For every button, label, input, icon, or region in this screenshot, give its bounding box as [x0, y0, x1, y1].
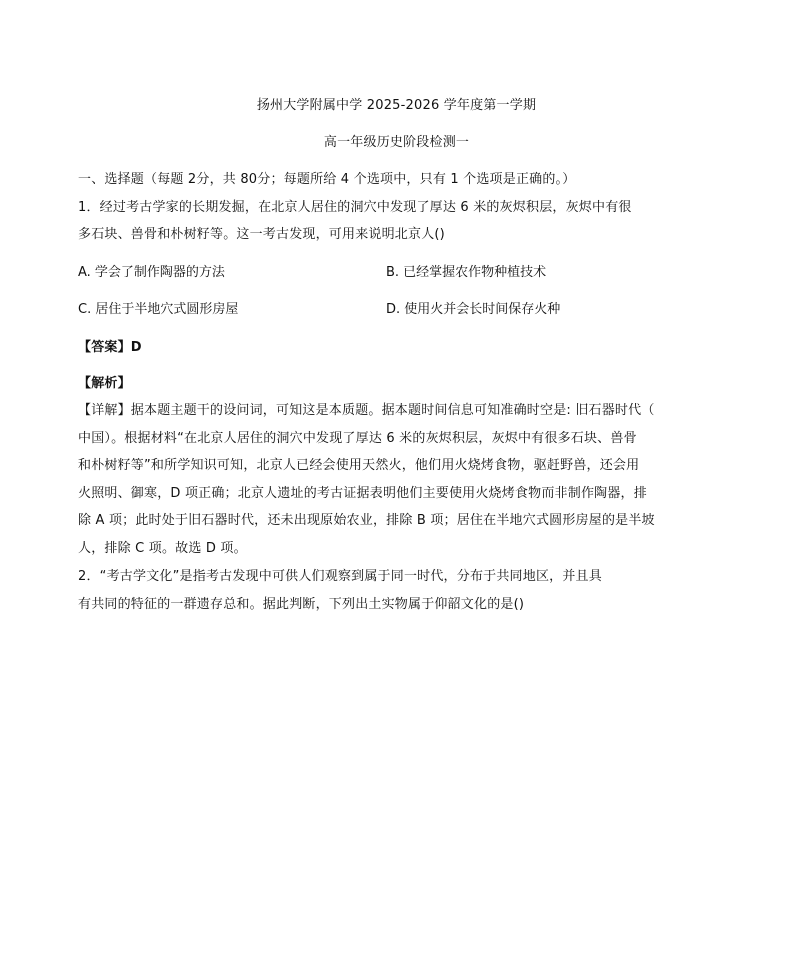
q1-stem-line-2: 多石块、兽骨和朴树籽等。这一考古发现，可用来说明北京人(): [78, 227, 445, 242]
q1-detail-line-4: 火照明、御寒，D 项正确；北京人遗址的考古证据表明他们主要使用火烧烤食物而非制作陶器，排: [78, 486, 647, 501]
q1-analysis-label: 【解析】: [78, 376, 131, 391]
q2-stem-line-2: 有共同的特征的一群遗存总和。据此判断，下列出土实物属于仰韶文化的是(): [78, 597, 525, 612]
q1-stem-line-1: 1．经过考古学家的长期发掘，在北京人居住的洞穴中发现了厚达 6 米的灰烬积层，灰烬中有很: [78, 200, 632, 215]
q1-detail-line-3: 和朴树籽等”和所学知识可知，北京人已经会使用天然火，他们用火烧烤食物，驱赶野兽，还会用: [78, 458, 640, 473]
q1-detail-line-2: 中国）。根据材料“在北京人居住的洞穴中发现了厚达 6 米的灰烬积层，灰烬中有很多石块、兽骨: [78, 431, 637, 446]
q1-detail-line-5: 除 A 项；此时处于旧石器时代，还未出现原始农业，排除 B 项；居住在半地穴式圆形房屋的是半坡: [78, 513, 655, 528]
exam-subtitle: 高一年级历史阶段检测一: [323, 135, 470, 150]
q1-detail-line-1: 【详解】据本题主题干的设问词，可知这是本质题。据本题时间信息可知准确时空是: 旧石器时代（: [78, 403, 655, 418]
q1-option-d: D. 使用火并会长时间保存火种: [386, 302, 561, 317]
q1-detail-line-6: 人，排除 C 项。故选 D 项。: [78, 541, 247, 556]
exam-title: 扬州大学附属中学 2025-2026 学年度第一学期: [256, 98, 537, 113]
section-heading: 一、选择题（每题 2分，共 80分；每题所给 4 个选项中，只有 1 个选项是正确的。）: [78, 172, 576, 187]
q1-option-a: A. 学会了制作陶器的方法: [78, 265, 225, 280]
q2-stem-line-1: 2．“考古学文化”是指考古发现中可供人们观察到属于同一时代，分布于共同地区，并且具: [78, 569, 602, 584]
q1-option-c: C. 居住于半地穴式圆形房屋: [78, 302, 239, 317]
q1-answer: 【答案】D: [78, 340, 142, 355]
q1-option-b: B. 已经掌握农作物种植技术: [386, 265, 547, 280]
